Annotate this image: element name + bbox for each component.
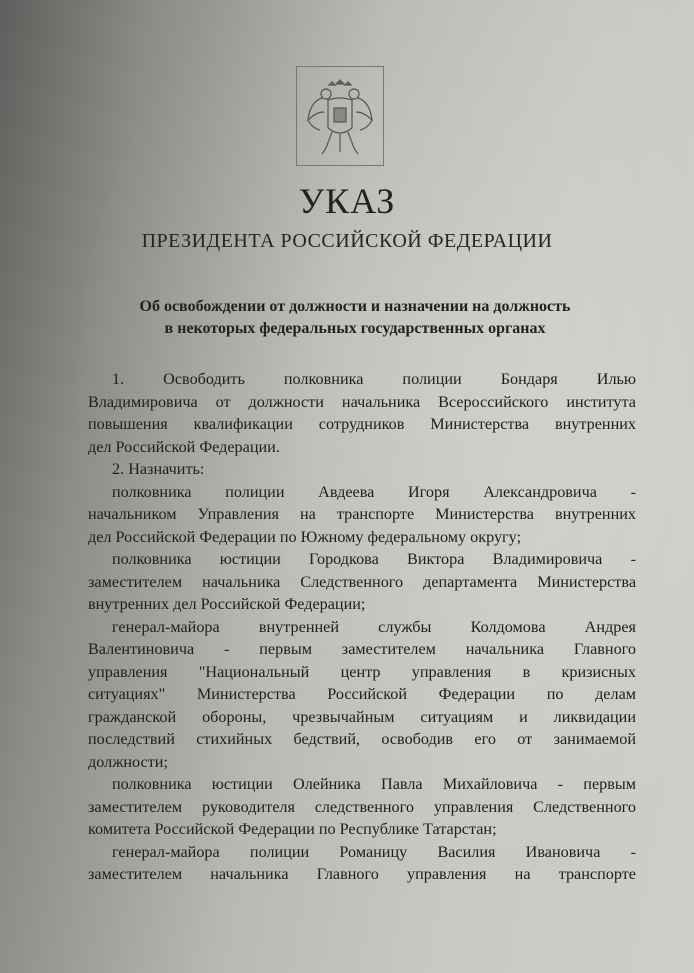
body-line: должности; [88, 752, 168, 771]
body-line: начальником Управления на транспорте Министерства внутренних [88, 505, 636, 523]
body-line: полковника полиции Авдеева Игоря Александровича - [112, 482, 636, 501]
double-headed-eagle-icon [302, 72, 378, 160]
body-line: ситуациях" Министерства Российской Федерации по делам [88, 685, 636, 703]
body-line: внутренних дел Российской Федерации; [88, 595, 366, 613]
body-line: генерал-майора полиции Романицу Василия Ивановича - [112, 842, 636, 861]
body-line: последствий стихийных бедствий, освободив его от занимаемой [88, 730, 636, 748]
state-emblem-icon [296, 66, 384, 166]
body-line: заместителем начальника Следственного департамента Министерства [88, 572, 636, 591]
document-subtitle: ПРЕЗИДЕНТА РОССИЙСКОЙ ФЕДЕРАЦИИ [141, 230, 553, 252]
body-line: управления "Национальный центр управления в кризисных [88, 662, 636, 681]
body-line: 2. Назначить: [112, 460, 205, 478]
body-line: заместителем руководителя следственного управления Следственного [88, 797, 636, 816]
body-line: генерал-майора внутренней службы Колдомова Андрея [112, 617, 636, 636]
body-line: Валентиновича - первым заместителем начальника Главного [88, 640, 636, 658]
body-line: полковника юстиции Олейника Павла Михайловича - первым [112, 775, 636, 793]
decree-body [88, 368, 636, 886]
decree-heading [80, 296, 630, 340]
document-title: УКАЗ [298, 181, 396, 221]
body-line: комитета Российской Федерации по Республике Татарстан; [88, 820, 497, 838]
heading-line: в некоторых федеральных государственных органах [164, 320, 546, 337]
body-line: гражданской обороны, чрезвычайным ситуациям и ликвидации [88, 707, 636, 726]
body-line: повышения квалификации сотрудников Министерства внутренних [88, 415, 636, 433]
body-line: дел Российской Федерации по Южному федеральному округу; [88, 527, 522, 546]
body-line: 1. Освободить полковника полиции Бондаря Илью [112, 370, 636, 388]
heading-line: Об освобождении от должности и назначении на должность [139, 298, 571, 315]
body-line: дел Российской Федерации. [88, 437, 280, 456]
body-line: заместителем начальника Главного управления на транспорте [88, 865, 636, 883]
body-line: Владимировича от должности начальника Всероссийского института [88, 392, 636, 411]
body-line: полковника юстиции Городкова Виктора Владимировича - [112, 550, 636, 568]
